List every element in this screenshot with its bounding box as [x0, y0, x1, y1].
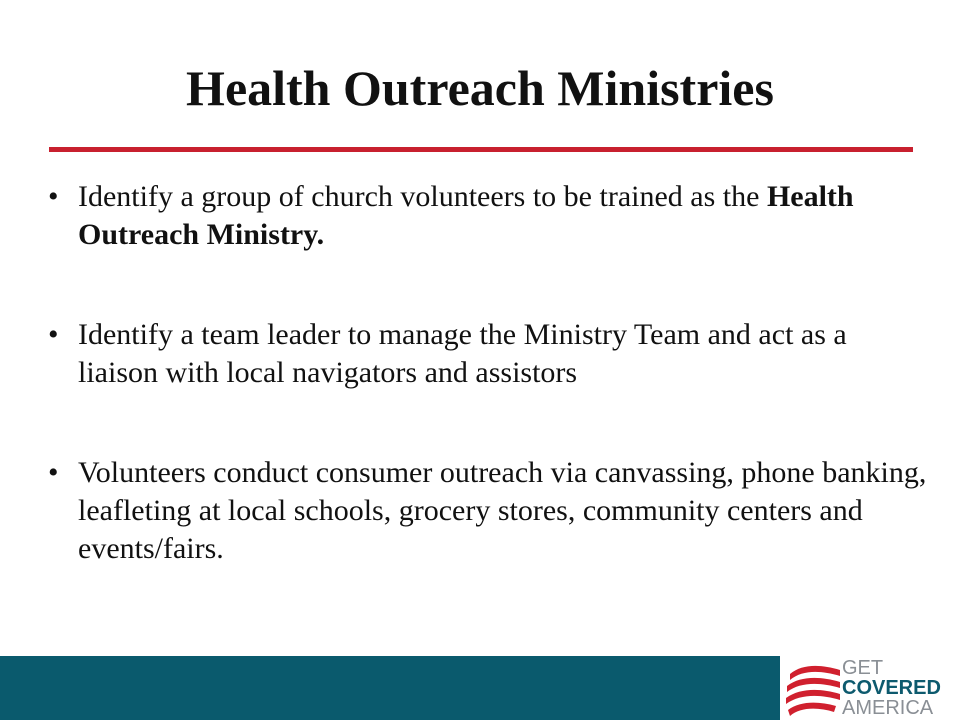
bullet-bold-text: Health Outreach Ministry.: [78, 180, 854, 251]
bullet-icon: •: [48, 180, 59, 213]
flag-stripes-icon: [784, 660, 842, 718]
bullet-item: [48, 316, 928, 392]
title-divider: [49, 147, 913, 152]
bullet-item: [48, 178, 928, 254]
bullet-text: Identify a team leader to manage the Ministry Team and act as a liaison with local navigators and assistors: [78, 318, 847, 389]
bullet-icon: •: [48, 456, 59, 489]
logo-text-america: AMERICA: [842, 697, 934, 719]
slide-title: Health Outreach Ministries: [186, 60, 774, 116]
get-covered-america-logo: [780, 656, 960, 720]
bullet-text: Identify a group of church volunteers to be trained as the: [78, 180, 767, 213]
bullet-list: [48, 178, 928, 568]
logo-text-covered: COVERED: [842, 677, 941, 699]
logo-text-get: GET: [842, 657, 884, 679]
bullet-icon: •: [48, 318, 59, 351]
bullet-text: Volunteers conduct consumer outreach via canvassing, phone banking, leafleting at local schools, grocery stores, community centers and events/fairs.: [78, 456, 927, 565]
bullet-item: [48, 454, 928, 568]
